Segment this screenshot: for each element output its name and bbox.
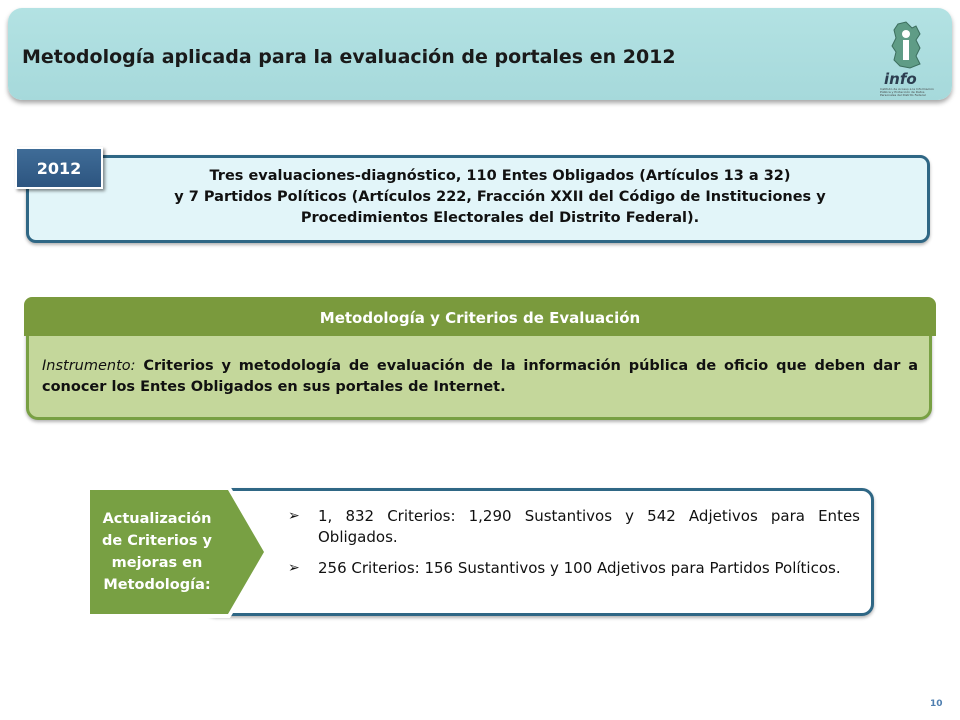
criteria-list [288,506,860,589]
logo-map-icon [876,20,938,70]
summary-line: y 7 Partidos Políticos (Artículos 222, Fracción XXII del Código de Instituciones y [174,189,826,205]
summary-line: Tres evaluaciones-diagnóstico, 110 Entes Obligados (Artículos 13 a 32) [209,168,791,184]
list-item [288,558,860,579]
criteria-text: 1, 832 Criterios: 1,290 Sustantivos y 542 Adjetivos para Entes Obligados. [318,507,860,546]
page-number: 10 [930,699,943,709]
methodology-text [42,356,918,398]
page-title: Metodología aplicada para la evaluación de portales en 2012 [22,46,676,68]
arrow-bullet-icon: ➢ [288,508,300,524]
methodology-header: Metodología y Criterios de Evaluación [24,297,936,336]
year-badge: 2012 [15,147,103,189]
criteria-text: 256 Criterios: 156 Sustantivos y 100 Adjetivos para Partidos Políticos. [318,559,841,577]
logo-wordmark: info [884,70,917,88]
summary-line: Procedimientos Electorales del Distrito Federal). [300,210,700,226]
update-label-line: de Criterios y [101,533,212,549]
header-banner [8,8,952,100]
instrument-description: Criterios y metodología de evaluación de la información pública de oficio que deben dar a conocer los Entes Obligados en sus portales de Internet. [42,358,918,395]
update-label-line: Actualización [102,511,212,527]
arrow-bullet-icon: ➢ [288,560,300,576]
update-label-line: mejoras en [111,555,203,571]
year-summary-text [120,166,880,229]
update-label-line: Metodología: [103,577,211,593]
infodf-logo [876,20,938,98]
update-label [92,508,222,596]
logo-subtitle: Instituto de Acceso a la Información Pública y Protección de Datos Personales del Distrito Federal [880,88,934,96]
instrument-label: Instrumento: [42,358,136,374]
list-item [288,506,860,548]
